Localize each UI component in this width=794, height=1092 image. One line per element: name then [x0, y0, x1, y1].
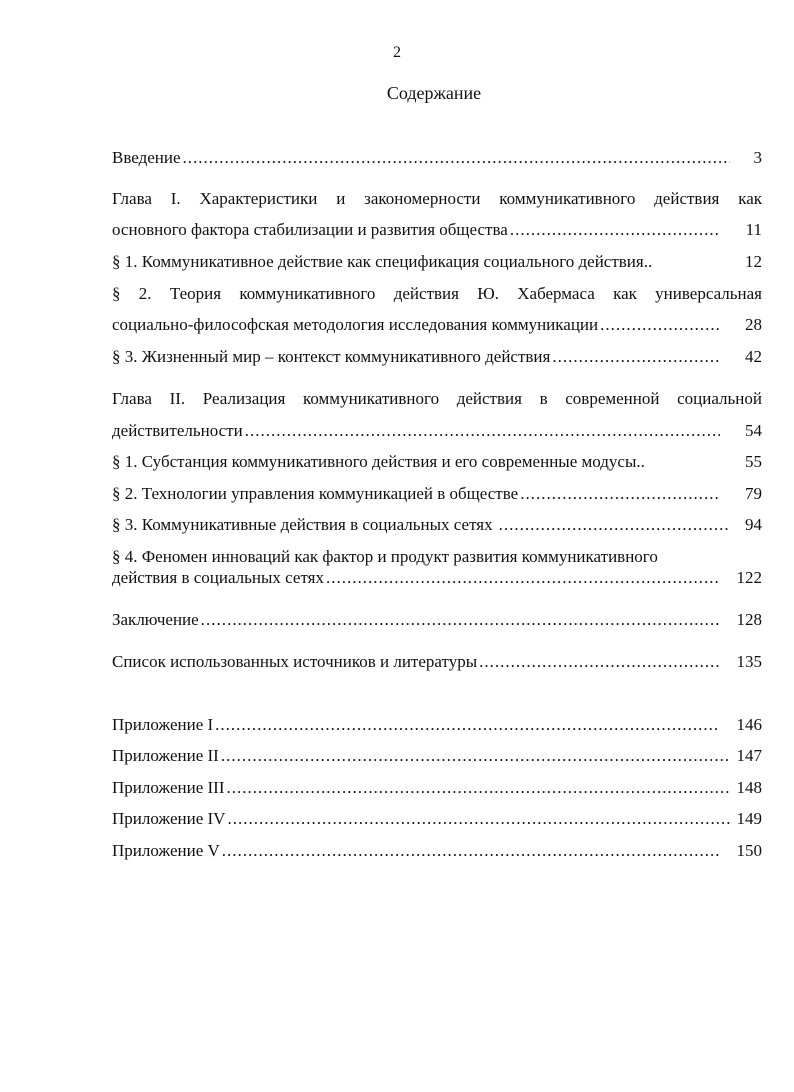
- toc-entry-title: Список использованных источников и литературы: [112, 652, 478, 671]
- toc-leader-dots: [215, 714, 720, 736]
- toc-entry-title: социально-философская методология исследования коммуникации: [112, 315, 599, 334]
- toc-entry-page: 79: [745, 484, 762, 503]
- toc-section-1-2-line-1[interactable]: § 2. Теория коммуникативного действия Ю. Хабермаса как универсальная: [112, 284, 762, 303]
- toc-section-1-2-line-2[interactable]: [112, 314, 762, 336]
- toc-entry-page: 28: [745, 315, 762, 334]
- toc-appendix-4[interactable]: [112, 808, 762, 830]
- toc-leader-dots: [222, 840, 720, 862]
- toc-appendix-3[interactable]: [112, 777, 762, 799]
- toc-section-2-4-line-2[interactable]: [112, 567, 762, 589]
- toc-entry-title: § 1. Субстанция коммуникативного действия и его современные модусы..: [112, 452, 645, 471]
- toc-entry-intro[interactable]: [112, 147, 762, 169]
- toc-section-2-1[interactable]: [112, 451, 762, 473]
- toc-entry-page: 128: [736, 610, 762, 629]
- toc-entry-title: Приложение II: [112, 746, 219, 765]
- toc-appendix-5[interactable]: [112, 840, 762, 862]
- toc-leader-dots: [183, 147, 730, 169]
- toc-leader-dots: [499, 514, 730, 536]
- page-number: 2: [393, 44, 401, 61]
- toc-chapter-1-line-2[interactable]: [112, 219, 762, 241]
- toc-entry-title: действительности: [112, 421, 243, 440]
- toc-entry-title: Приложение IV: [112, 809, 226, 828]
- toc-leader-dots: [227, 808, 730, 830]
- toc-entry-title: § 2. Технологии управления коммуникацией в обществе: [112, 484, 519, 503]
- toc-leader-dots: [552, 346, 720, 368]
- toc-entry-page: 3: [753, 148, 762, 167]
- toc-entry-title: § 3. Коммуникативные действия в социальных сетях: [112, 515, 493, 534]
- toc-entry-title: Приложение III: [112, 778, 225, 797]
- toc-entry-page: 11: [745, 220, 762, 239]
- toc-chapter-2-line-1[interactable]: Глава II. Реализация коммуникативного действия в современной социальной: [112, 389, 762, 408]
- toc-entry-page: 55: [745, 452, 762, 471]
- page-title: Содержание: [386, 83, 482, 103]
- toc-section-1-3[interactable]: [112, 346, 762, 368]
- toc-entry-title: Заключение: [112, 610, 199, 629]
- toc-entry-page: 148: [736, 778, 762, 797]
- toc-entry-page: 135: [736, 652, 762, 671]
- toc-entry-page: 150: [736, 841, 762, 860]
- toc-section-1-1[interactable]: [112, 251, 762, 273]
- toc-entry-references[interactable]: [112, 651, 762, 673]
- toc-entry-title: основного фактора стабилизации и развития общества: [112, 220, 508, 239]
- toc-entry-page: 12: [745, 252, 762, 271]
- toc-entry-page: 94: [745, 515, 762, 534]
- toc-entry-conclusion[interactable]: [112, 609, 762, 631]
- toc-leader-dots: [201, 609, 720, 631]
- toc-entry-title: Введение: [112, 148, 181, 167]
- toc-appendix-2[interactable]: [112, 745, 762, 767]
- toc-entry-page: 146: [736, 715, 762, 734]
- toc-entry-page: 54: [745, 421, 762, 440]
- toc-entry-title: действия в социальных сетях: [112, 568, 325, 587]
- toc-chapter-1-line-1[interactable]: Глава I. Характеристики и закономерности коммуникативного действия как: [112, 189, 762, 208]
- toc-leader-dots: [479, 651, 720, 673]
- toc-leader-dots: [245, 420, 720, 442]
- toc-entry-title: Приложение V: [112, 841, 220, 860]
- toc-section-2-4-line-1[interactable]: § 4. Феномен инноваций как фактор и продукт развития коммуникативного: [112, 547, 658, 566]
- toc-chapter-2-line-2[interactable]: [112, 420, 762, 442]
- toc-entry-title: § 1. Коммуникативное действие как спецификация социального действия..: [112, 252, 653, 271]
- toc-section-2-3[interactable]: [112, 514, 762, 536]
- toc-leader-dots: [510, 219, 720, 241]
- toc-leader-dots: [326, 567, 720, 589]
- toc-entry-page: 149: [736, 809, 762, 828]
- toc-leader-dots: [221, 745, 730, 767]
- toc-section-2-2[interactable]: [112, 483, 762, 505]
- toc-entry-title: Приложение I: [112, 715, 214, 734]
- toc-entry-title: § 3. Жизненный мир – контекст коммуникативного действия: [112, 347, 551, 366]
- toc-appendix-1[interactable]: [112, 714, 762, 736]
- toc-entry-page: 122: [736, 568, 762, 587]
- toc-leader-dots: [600, 314, 720, 336]
- toc-entry-page: 147: [736, 746, 762, 765]
- toc-leader-dots: [520, 483, 720, 505]
- toc-entry-page: 42: [745, 347, 762, 366]
- toc-leader-dots: [226, 777, 730, 799]
